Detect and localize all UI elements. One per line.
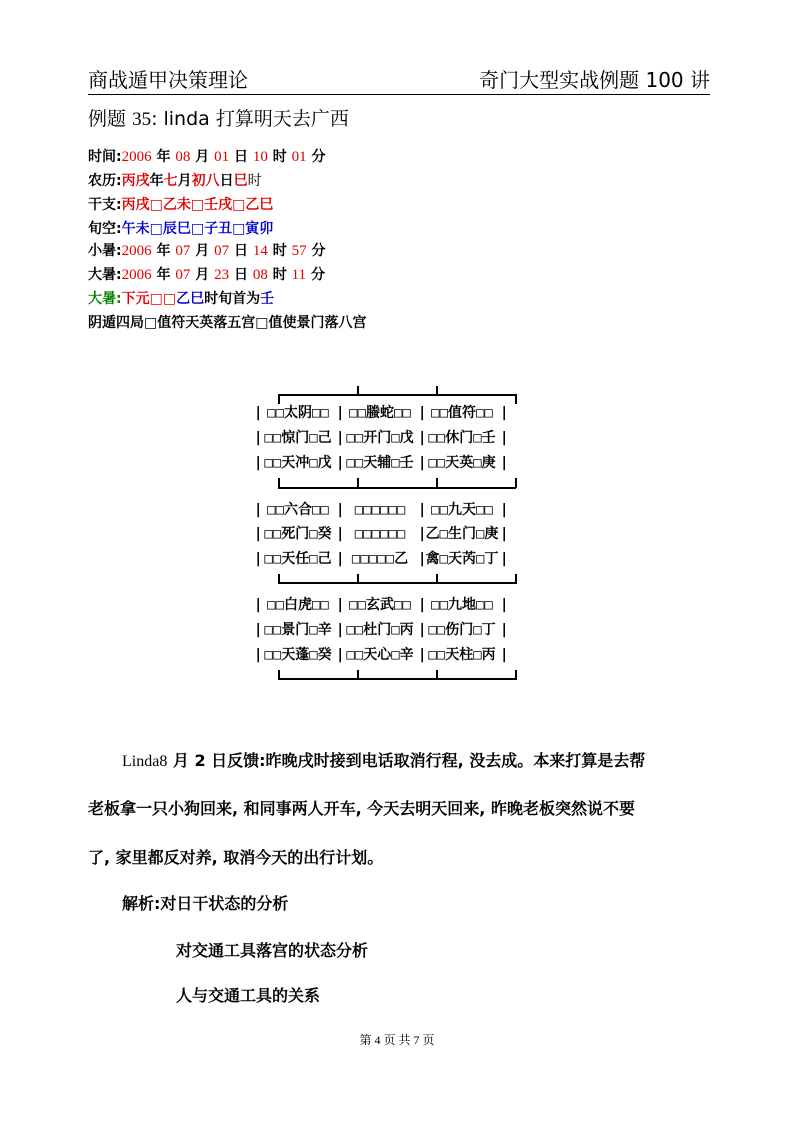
grid-row-3-line-2: | □□景门□辛 | □□杜门□丙 | □□伤门□丁 | <box>254 622 509 638</box>
analysis-item-2: 人与交通工具的关系 <box>176 986 321 1005</box>
grid-row-1-line-2: | □□惊门□己 | □□开门□戊 | □□休门□壬 | <box>254 430 509 446</box>
feedback-line-1: Linda8 月 2 日反馈:昨晚戌时接到电话取消行程, 没去成。本来打算是去帮 <box>122 751 646 770</box>
grid-rule-middle-1 <box>278 487 516 489</box>
page-footer: 第 4 页 共 7 页 <box>359 1033 435 1047</box>
grid-row-1-line-3: | □□天冲□戊 | □□天辅□壬 | □□天英□庚 | <box>254 455 509 471</box>
header-right-title: 奇门大型实战例题 100 讲 <box>479 68 710 92</box>
grid-rule-top <box>278 394 516 396</box>
header-left-title: 商战遁甲决策理论 <box>88 68 248 92</box>
analysis-heading: 解析:对日干状态的分析 <box>122 894 289 913</box>
info-ganzhi: 干支:丙戌□乙未□壬戌□乙巳 <box>88 197 274 213</box>
info-dashu-ju: 大暑:下元□□乙巳时旬首为壬 <box>88 291 275 307</box>
title-text: : linda 打算明天去广西 <box>151 108 349 130</box>
grid-row-2-line-3: | □□天任□己 | □□□□□乙 |禽□天芮□丁 | <box>254 551 509 567</box>
grid-row-3-line-3: | □□天蓬□癸 | □□天心□辛 | □□天柱□丙 | <box>254 647 509 663</box>
grid-rule-middle-2 <box>278 582 516 584</box>
feedback-line-2: 老板拿一只小狗回来, 和同事两人开车, 今天去明天回来, 昨晚老板突然说不要 <box>88 799 635 818</box>
info-xunkong: 旬空:午未□辰巳□子丑□寅卯 <box>88 221 274 237</box>
feedback-line-3: 了, 家里都反对养, 取消今天的出行计划。 <box>88 848 384 867</box>
analysis-item-1: 对交通工具落宫的状态分析 <box>176 941 369 960</box>
info-ju: 阴遁四局□值符天英落五宫□值使景门落八宫 <box>88 315 367 331</box>
page-header <box>88 64 710 95</box>
example-title <box>88 104 349 131</box>
info-xiaoshu: 小暑:2006 年 07 月 07 日 14 时 57 分 <box>88 243 326 259</box>
grid-rule-bottom <box>278 678 516 680</box>
title-prefix: 例题 <box>88 108 127 130</box>
info-shijian: 时间:2006 年 08 月 01 日 10 时 01 分 <box>88 149 326 165</box>
grid-row-1-line-1: | □□太阴□□ | □□螣蛇□□ | □□值符□□ | <box>254 405 509 421</box>
grid-row-3-line-1: | □□白虎□□ | □□玄武□□ | □□九地□□ | <box>254 597 509 613</box>
title-number: 35 <box>132 109 152 130</box>
grid-row-2-line-1: | □□六合□□ | □□□□□□ | □□九天□□ | <box>254 502 509 518</box>
grid-row-2-line-2: | □□死门□癸 | □□□□□□ |乙□生门□庚 | <box>254 526 509 542</box>
info-dashu: 大暑:2006 年 07 月 23 日 08 时 11 分 <box>88 267 325 283</box>
info-nongli: 农历:丙戌年七月初八日巳时 <box>88 173 262 189</box>
